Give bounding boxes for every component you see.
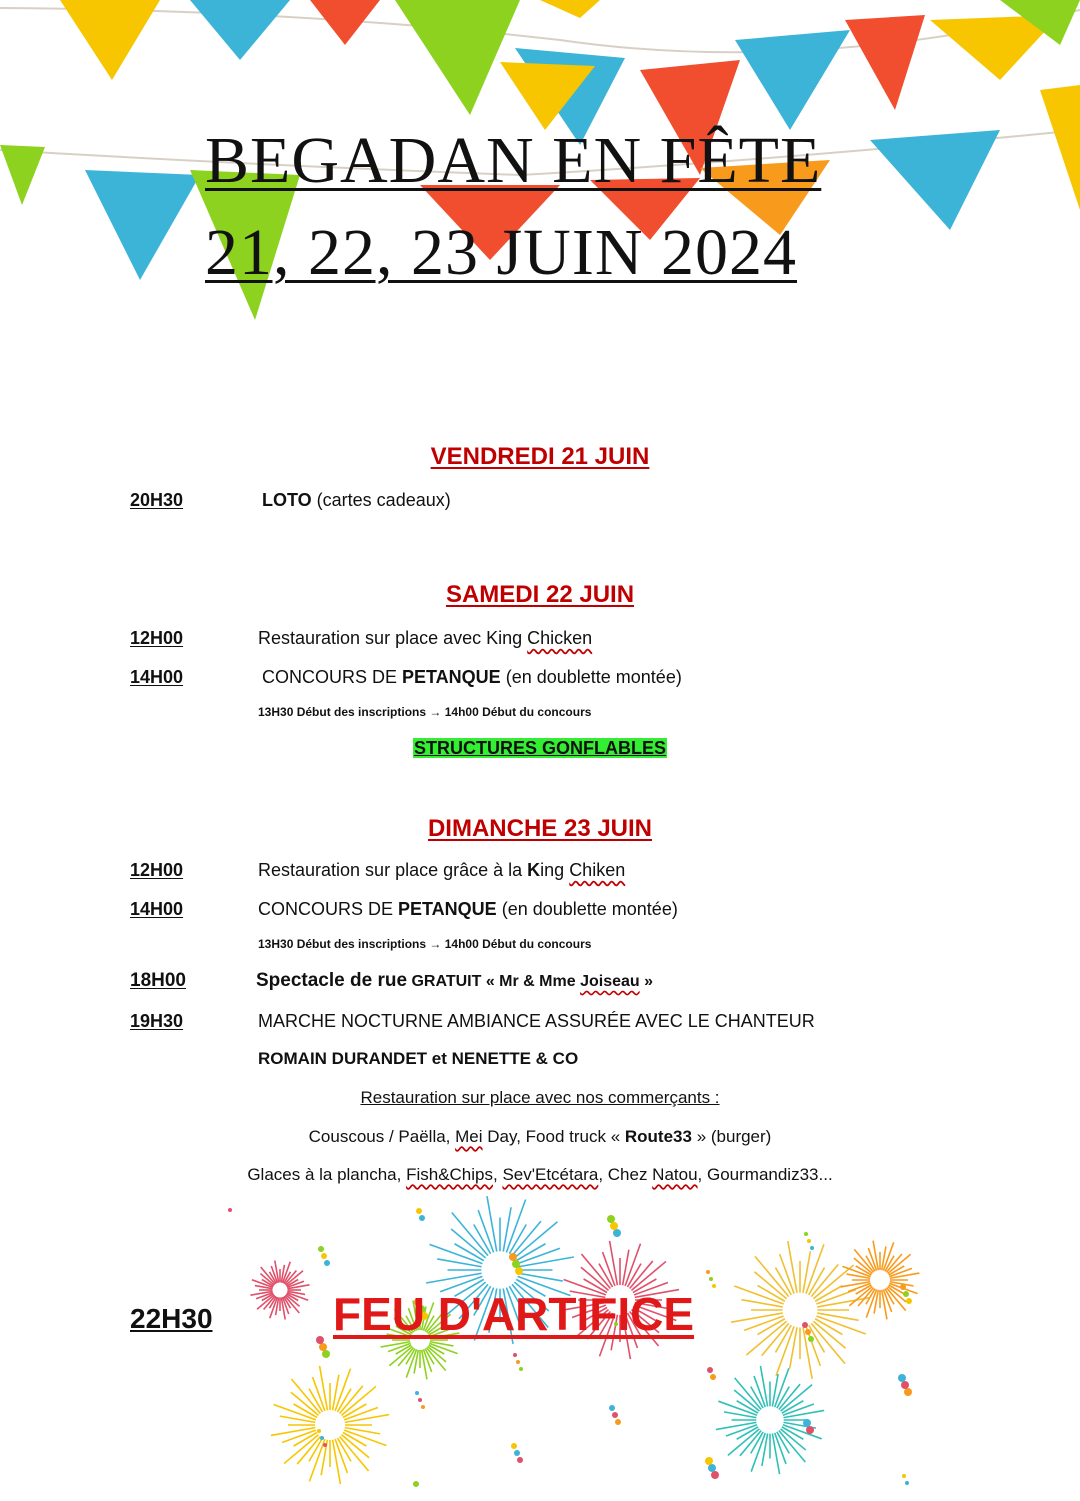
food-heading: Restauration sur place avec nos commerçants : [360,1088,720,1107]
firework-ray [344,1430,386,1445]
confetti-dot [613,1229,621,1237]
confetti-dot [419,1215,425,1221]
note-sunday-inscriptions: 13H30 Début des inscriptions → 14h00 Début du concours [258,937,592,951]
firework-ray [426,1273,481,1283]
heading-friday: VENDREDI 21 JUIN [430,443,650,470]
confetti-dot [421,1405,425,1409]
time-sunday-1: 12H00 [130,860,184,880]
firework-ray [345,1415,389,1423]
confetti-dot [708,1464,716,1472]
confetti-dot [513,1353,517,1357]
firework-ray [760,1366,767,1407]
firework-ray [734,1286,783,1304]
event-sunday-restauration: Restauration sur place grâce à la King Chiken [258,860,626,880]
confetti-dot [610,1222,618,1230]
confetti-dot [511,1443,517,1449]
event-loto: LOTO (cartes cadeaux) [262,490,451,510]
confetti-dot [807,1239,811,1243]
event-sunday-petanque: CONCOURS DE PETANQUE (en doublette montée) [258,899,678,919]
time-sunday-2: 14H00 [130,899,184,919]
confetti-dot [320,1436,324,1440]
confetti-dot [901,1381,909,1389]
confetti-dot [413,1481,419,1487]
time-saturday-1: 12H00 [130,628,184,648]
event-marche-nocturne: MARCHE NOCTURNE AMBIANCE ASSURÉE AVEC LE CHANTEUR [258,1011,815,1031]
firework-ray [882,1290,887,1320]
confetti-dot [319,1343,327,1351]
highlight-structures: STRUCTURES GONFLABLES [414,738,666,758]
firework-ray [625,1244,640,1286]
firework-ray [776,1326,794,1375]
event-saturday-restauration: Restauration sur place avec King Chicken [258,628,593,648]
confetti-dot [803,1419,811,1427]
confetti-dot [709,1277,713,1281]
firework-ray [333,1440,341,1484]
confetti-dot [322,1350,330,1358]
confetti-dot [323,1443,327,1447]
firework-ray [803,1327,812,1379]
fireworks-decoration [0,1190,1080,1501]
confetti-dot [898,1374,906,1382]
firework-ray [816,1316,865,1334]
confetti-dot [321,1253,327,1259]
confetti-dot [612,1412,618,1418]
firework-ray [772,1434,779,1475]
confetti-dot [415,1391,419,1395]
time-saturday-2: 14H00 [130,667,184,687]
confetti-dot [228,1208,232,1212]
time-finale: 22H30 [130,1303,213,1334]
confetti-dot [904,1388,912,1396]
firework-ray [784,1410,825,1417]
firework-ray [890,1273,920,1278]
firework-ray [610,1241,618,1285]
event-saturday-petanque: CONCOURS DE PETANQUE (en doublette montée) [262,667,682,687]
confetti-dot [710,1374,716,1380]
confetti-dot [906,1298,912,1304]
firework-ray [716,1422,757,1429]
firework-ray [274,1404,316,1419]
firework-ray [506,1200,525,1253]
confetti-dot [416,1208,422,1214]
confetti-dot [514,1450,520,1456]
confetti-dot [900,1284,906,1290]
confetti-dot [903,1291,909,1297]
confetti-dot [609,1405,615,1411]
firework-ray [788,1241,797,1293]
confetti-dot [905,1481,909,1485]
confetti-dot [804,1232,808,1236]
time-friday-1: 20H30 [130,490,184,510]
confetti-dot [810,1246,814,1250]
firework-ray [320,1366,328,1410]
firework-ray [271,1428,315,1436]
confetti-dot [706,1270,710,1274]
firework-ray [841,1282,871,1287]
firework-ray [487,1196,497,1251]
firework-ray [873,1241,878,1271]
event-artists: ROMAIN DURANDET et NENETTE & CO [258,1049,579,1068]
title-event-name: BEGADAN EN FÊTE [205,124,822,197]
confetti-dot [707,1367,713,1373]
confetti-dot [705,1457,713,1465]
firework-ray [381,1342,411,1347]
confetti-dot [516,1360,520,1364]
confetti-dot [509,1253,517,1261]
firework-ray [806,1244,824,1293]
confetti-dot [512,1260,520,1268]
confetti-dot [808,1336,814,1342]
confetti-dot [607,1215,615,1223]
confetti-dot [806,1426,814,1434]
confetti-dot [711,1471,719,1479]
firework-ray [518,1257,573,1267]
confetti-dot [902,1474,906,1478]
event-feu-artifice: FEU D'ARTIFICE [333,1288,695,1340]
confetti-dot [316,1336,324,1344]
confetti-dot [615,1419,621,1425]
firework-ray [430,1244,483,1263]
firework-ray [422,1350,427,1380]
confetti-dot [517,1457,523,1463]
confetti-dot [519,1367,523,1371]
confetti-dot [318,1246,324,1252]
time-sunday-4: 19H30 [130,1011,184,1031]
firework-ray [335,1369,350,1411]
confetti-dot [317,1429,321,1433]
confetti-dot [324,1260,330,1266]
confetti-dot [515,1267,523,1275]
confetti-dot [712,1284,716,1288]
confetti-dot [802,1322,808,1328]
heading-saturday: SAMEDI 22 JUIN [445,581,635,608]
food-line-1: Couscous / Paëlla, Mei Day, Food truck « Route33 » (burger) [308,1127,772,1146]
food-line-2: Glaces à la plancha, Fish&Chips, Sev'Etcétara, Chez Natou, Gourmandiz33... [247,1165,833,1184]
event-spectacle: Spectacle de rue GRATUIT « Mr & Mme Joiseau » [256,970,654,991]
time-sunday-3: 18H00 [130,970,186,991]
firework-ray [309,1439,324,1481]
firework-ray [731,1313,783,1322]
title-event-dates: 21, 22, 23 JUIN 2024 [205,216,797,289]
confetti-dot [805,1329,811,1335]
heading-sunday: DIMANCHE 23 JUIN [427,815,653,842]
note-saturday-inscriptions: 13H30 Début des inscriptions → 14h00 Début du concours [258,705,592,719]
confetti-dot [418,1398,422,1402]
